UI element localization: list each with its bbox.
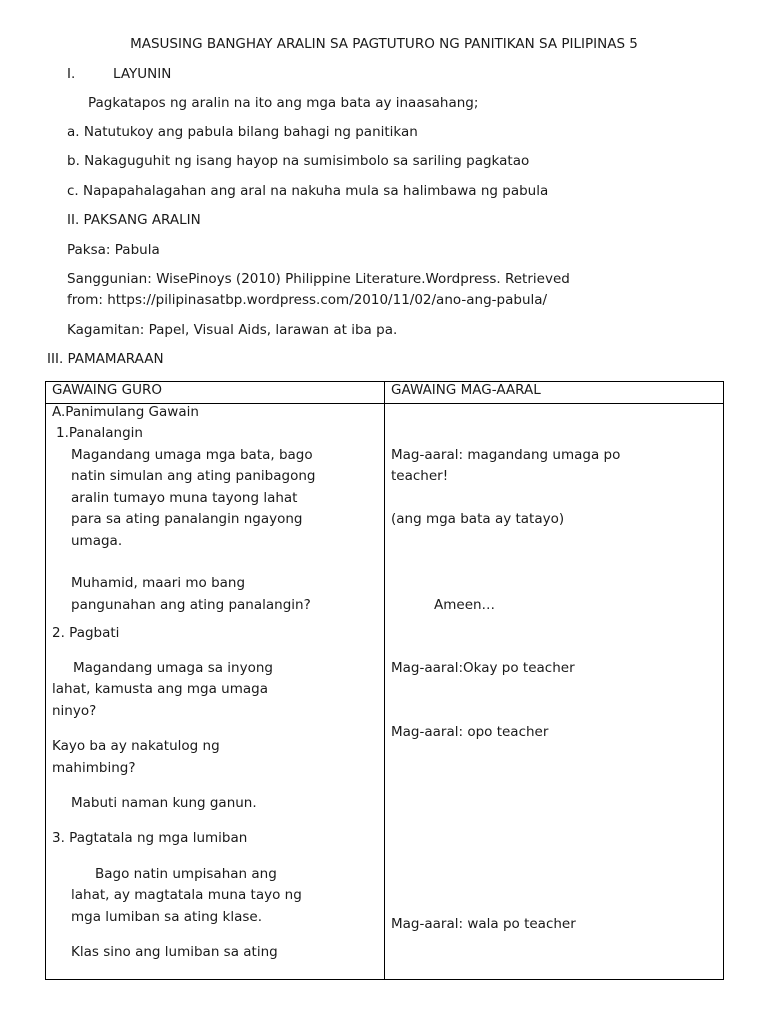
teacher-line: aralin tumayo muna tayong lahat bbox=[71, 490, 298, 506]
pagtatala-heading: 3. Pagtatala ng mga lumiban bbox=[52, 830, 248, 846]
teacher-line: mga lumiban sa ating klase. bbox=[71, 909, 262, 925]
teacher-line: Bago natin umpisahan ang bbox=[95, 866, 277, 882]
teacher-line: Muhamid, maari mo bang bbox=[71, 575, 246, 591]
teacher-line: Kayo ba ay nakatulog ng bbox=[52, 738, 220, 754]
student-reply: teacher! bbox=[391, 468, 449, 484]
student-reply: (ang mga bata ay tatayo) bbox=[391, 511, 565, 527]
section-1-number: I. bbox=[67, 66, 76, 82]
section-2-heading: II. PAKSANG ARALIN bbox=[67, 212, 201, 228]
section-1-heading: LAYUNIN bbox=[113, 66, 172, 82]
header-teacher-activity bbox=[46, 382, 385, 404]
lesson-procedure-table bbox=[45, 381, 724, 980]
teacher-line: lahat, kamusta ang mga umaga bbox=[52, 681, 268, 697]
panalangin-heading: 1.Panalangin bbox=[56, 425, 143, 441]
panimulang-gawain-heading: A.Panimulang Gawain bbox=[52, 404, 199, 420]
header-teacher-label: GAWAING GURO bbox=[52, 382, 162, 398]
document-title: MASUSING BANGHAY ARALIN SA PAGTUTURO NG PANITIKAN SA PILIPINAS 5 bbox=[130, 36, 638, 52]
teacher-activity-cell bbox=[46, 404, 385, 980]
student-reply: Mag-aaral: wala po teacher bbox=[391, 916, 576, 932]
teacher-line: Mabuti naman kung ganun. bbox=[71, 795, 257, 811]
objectives-intro: Pagkatapos ng aralin na ito ang mga bata ay inaasahang; bbox=[88, 95, 479, 111]
objective-a: a. Natutukoy ang pabula bilang bahagi ng panitikan bbox=[67, 124, 418, 140]
student-reply: Mag-aaral: opo teacher bbox=[391, 724, 549, 740]
sanggunian-line-1: Sanggunian: WisePinoys (2010) Philippine Literature.Wordpress. Retrieved bbox=[67, 271, 570, 287]
teacher-line: ninyo? bbox=[52, 703, 97, 719]
teacher-line: Magandang umaga sa inyong bbox=[73, 660, 273, 676]
header-student-label: GAWAING MAG-AARAL bbox=[391, 382, 541, 398]
header-student-activity bbox=[385, 382, 724, 404]
paksa-line: Paksa: Pabula bbox=[67, 242, 160, 258]
teacher-line: Magandang umaga mga bata, bago bbox=[71, 447, 313, 463]
student-activity-cell bbox=[385, 404, 724, 980]
teacher-line: mahimbing? bbox=[52, 760, 136, 776]
teacher-line: umaga. bbox=[71, 533, 123, 549]
kagamitan-line: Kagamitan: Papel, Visual Aids, larawan at iba pa. bbox=[67, 322, 398, 338]
teacher-line: pangunahan ang ating panalangin? bbox=[71, 597, 311, 613]
pagbati-heading: 2. Pagbati bbox=[52, 625, 120, 641]
objective-b: b. Nakaguguhit ng isang hayop na sumisimbolo sa sariling pagkatao bbox=[67, 153, 530, 169]
student-reply: Mag-aaral:Okay po teacher bbox=[391, 660, 575, 676]
section-3-heading: III. PAMAMARAAN bbox=[47, 351, 164, 367]
teacher-line: Klas sino ang lumiban sa ating bbox=[71, 944, 278, 960]
sanggunian-line-2: from: https://pilipinasatbp.wordpress.com/2010/11/02/ano-ang-pabula/ bbox=[67, 292, 548, 308]
teacher-line: para sa ating panalangin ngayong bbox=[71, 511, 303, 527]
teacher-line: natin simulan ang ating panibagong bbox=[71, 468, 316, 484]
objective-c: c. Napapahalagahan ang aral na nakuha mula sa halimbawa ng pabula bbox=[67, 183, 549, 199]
teacher-line: lahat, ay magtatala muna tayo ng bbox=[71, 887, 302, 903]
student-reply: Ameen… bbox=[434, 597, 496, 613]
student-reply: Mag-aaral: magandang umaga po bbox=[391, 447, 621, 463]
